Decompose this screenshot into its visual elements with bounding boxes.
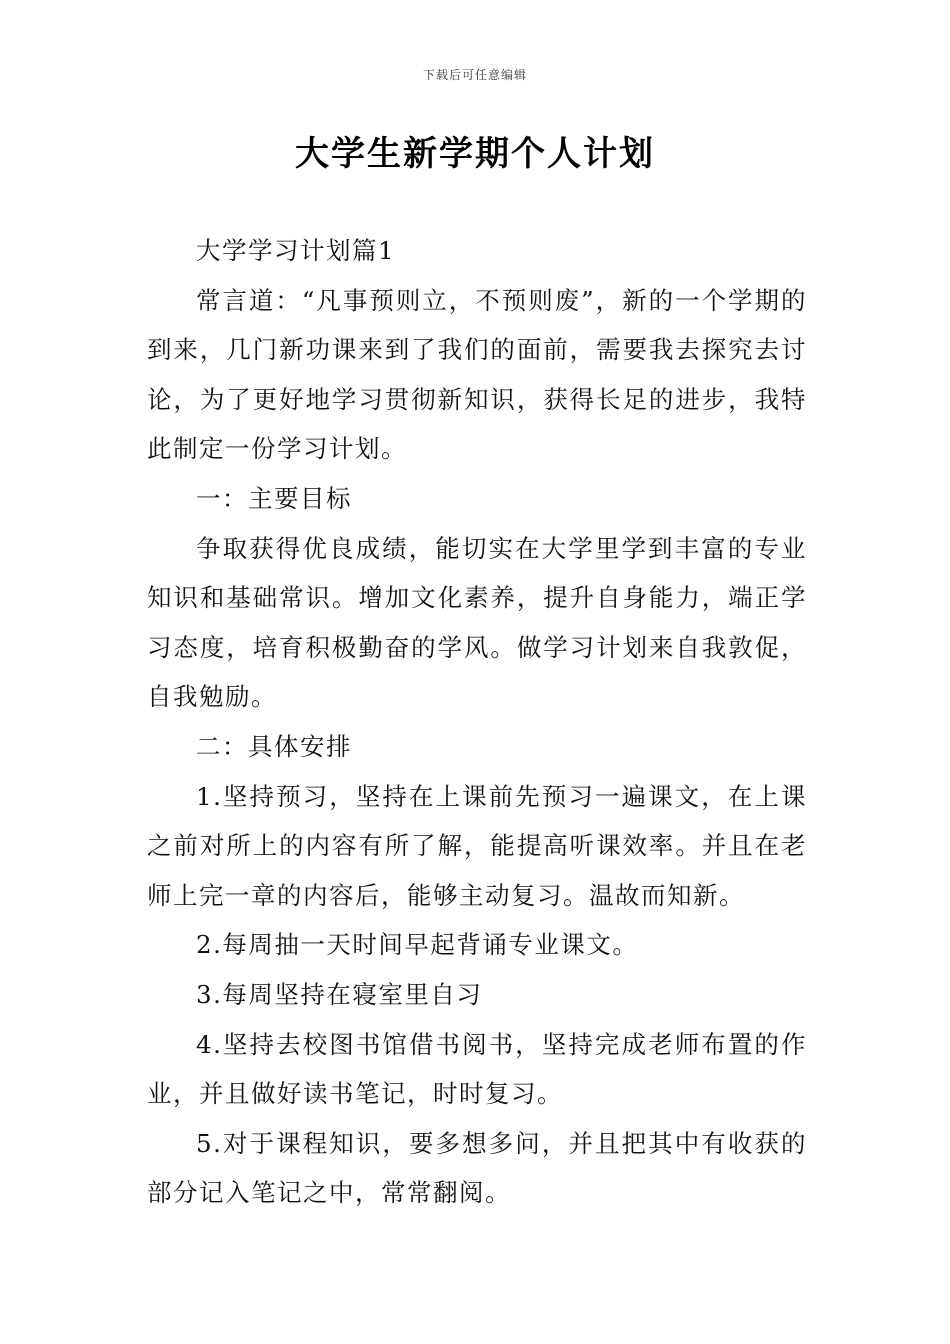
list-item: 1.坚持预习，坚持在上课前先预习一遍课文，在上课之前对所上的内容有所了解，能提高听课效率。并且在老师上完一章的内容后，能够主动复习。温故而知新。 <box>147 781 807 910</box>
list-item: 5.对于课程知识，要多想多问，并且把其中有收获的部分记入笔记之中，常常翻阅。 <box>147 1128 807 1208</box>
list-item: 4.坚持去校图书馆借书阅书，坚持完成老师布置的作业，并且做好读书笔记，时时复习。 <box>147 1029 807 1109</box>
intro-paragraph: 常言道：“凡事预则立，不预则废”，新的一个学期的到来，几门新功课来到了我们的面前，需要我去探究去讨论，为了更好地学习贯彻新知识，获得长足的进步，我特此制定一份学习计划。 <box>147 285 807 464</box>
list-item: 2.每周抽一天时间早起背诵专业课文。 <box>196 930 639 960</box>
section-heading: 大学学习计划篇1 <box>196 236 396 265</box>
page-title: 大学生新学期个人计划 <box>295 134 655 174</box>
document-body <box>147 226 807 1218</box>
list-item: 3.每周坚持在寝室里自习 <box>196 979 483 1009</box>
header-note: 下载后可任意编辑 <box>422 68 527 82</box>
section-heading: 二：具体安排 <box>196 731 352 761</box>
section-heading: 一：主要目标 <box>196 483 352 513</box>
goals-paragraph: 争取获得优良成绩，能切实在大学里学到丰富的专业知识和基础常识。增加文化素养，提升自身能力，端正学习态度，培育积极勤奋的学风。做学习计划来自我敦促，自我勉励。 <box>147 533 807 712</box>
